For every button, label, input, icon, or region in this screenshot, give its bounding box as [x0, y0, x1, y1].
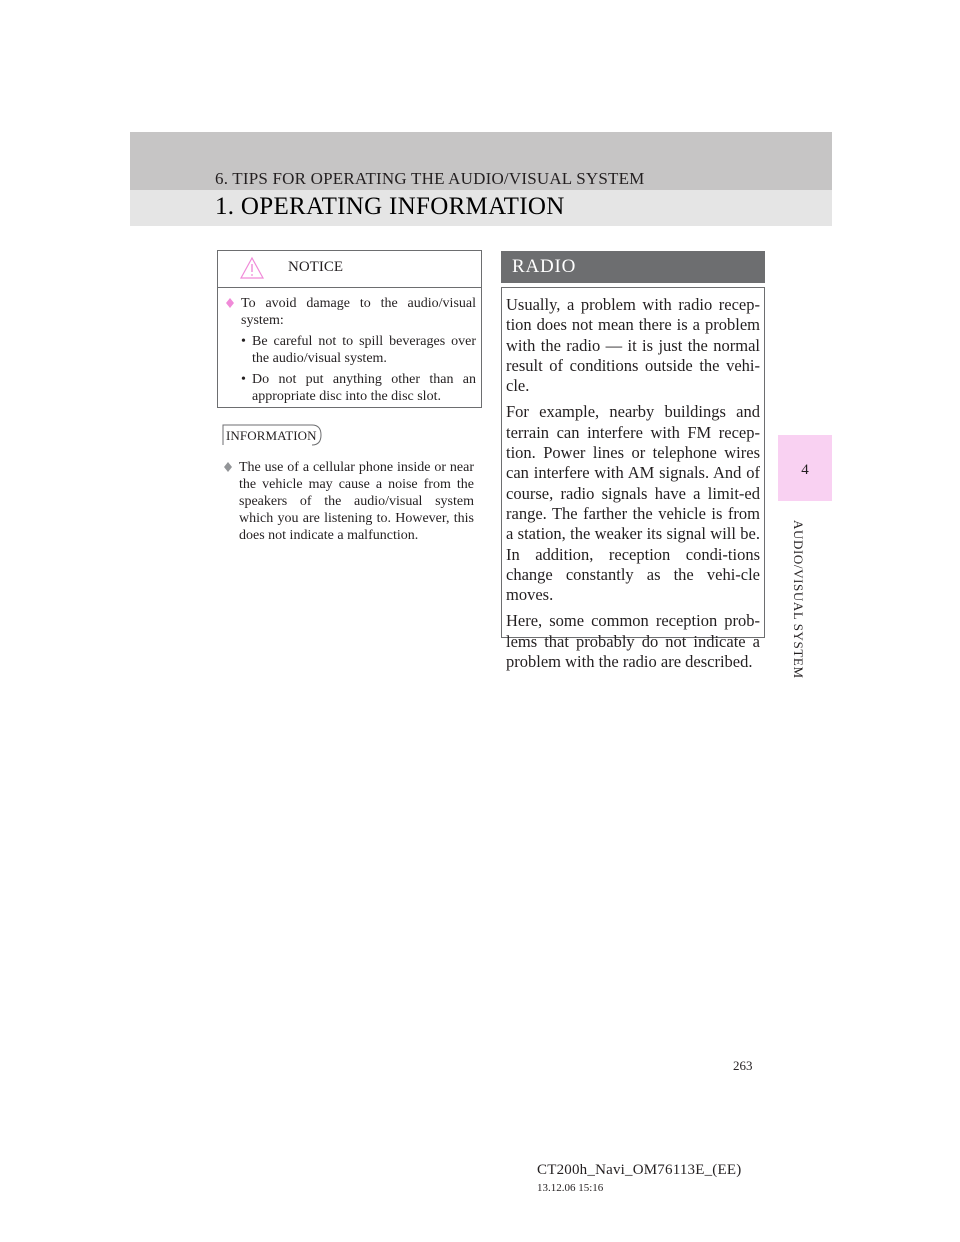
- diamond-bullet-icon: [224, 462, 232, 472]
- notice-label: NOTICE: [288, 259, 343, 275]
- page-title: 1. OPERATING INFORMATION: [215, 193, 565, 220]
- chapter-tab: [778, 435, 832, 501]
- notice-box: [217, 250, 482, 408]
- notice-intro-text: To avoid damage to the audio/visual system:: [241, 296, 476, 328]
- chapter-title-vertical: [790, 520, 810, 680]
- information-item: [224, 459, 474, 544]
- notice-intro: [226, 295, 476, 329]
- page-number: 263: [733, 1058, 753, 1073]
- radio-heading: RADIO: [512, 256, 577, 277]
- radio-paragraph: Usually, a problem with radio recep-tion does not mean there is a problem with the radio — it is just the normal result of conditions outside the vehi-cle.: [506, 295, 760, 396]
- notice-body: [226, 295, 476, 405]
- radio-paragraph: Here, some common reception prob-lems that probably do not indicate a problem with the radio are described.: [506, 611, 760, 672]
- notice-item-text: Do not put anything other than an appropriate disc into the disc slot.: [252, 372, 476, 404]
- dot-bullet-icon: •: [241, 334, 246, 349]
- information-label: INFORMATION: [226, 428, 317, 443]
- document-code: CT200h_Navi_OM76113E_(EE): [537, 1162, 742, 1178]
- notice-item-text: Be careful not to spill beverages over the audio/visual system.: [252, 334, 476, 366]
- chapter-title: AUDIO/VISUAL SYSTEM: [791, 520, 806, 679]
- radio-text: [506, 295, 760, 678]
- notice-item: [226, 371, 476, 405]
- section-label: 6. TIPS FOR OPERATING THE AUDIO/VISUAL SYSTEM: [215, 169, 645, 188]
- dot-bullet-icon: •: [241, 372, 246, 387]
- document-timestamp: 13.12.06 15:16: [537, 1182, 604, 1194]
- information-tag: [222, 424, 322, 446]
- warning-triangle-icon: [239, 256, 265, 280]
- chapter-number: 4: [801, 462, 809, 478]
- information-body: [224, 459, 474, 544]
- radio-paragraph: For example, nearby buildings and terrain can interfere with FM recep-tion. Power lines or telephone wires can interfere with AM signals. And of course, radio signals have a limit-ed range. The farther the vehicle is from a station, the weaker its signal will be. In addition, reception condi-tions change constantly as the vehi-cle moves.: [506, 402, 760, 605]
- diamond-bullet-icon: [226, 298, 234, 308]
- radio-heading-bar: [501, 251, 765, 283]
- notice-item: [226, 333, 476, 367]
- notice-header: [218, 251, 481, 288]
- information-text: The use of a cellular phone inside or near the vehicle may cause a noise from the speakers of the audio/visual system which you are listening to. However, this does not indicate a malfunction.: [239, 460, 474, 543]
